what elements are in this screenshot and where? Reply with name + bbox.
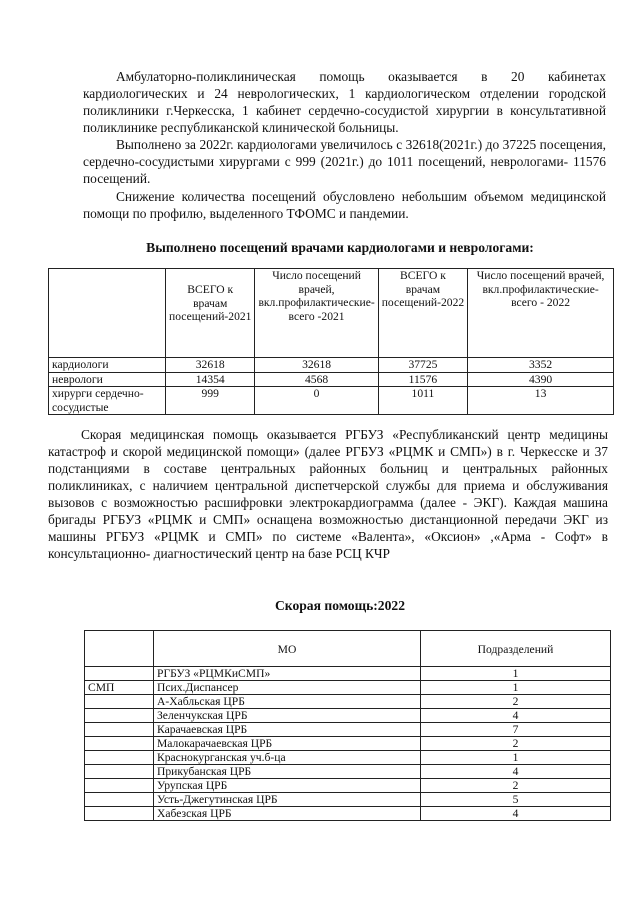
- header-cell: Подразделений: [421, 631, 611, 667]
- table-cell: А-Хабльская ЦРБ: [154, 695, 421, 709]
- table-cell: 1: [421, 667, 611, 681]
- table-cell: Карачаевская ЦРБ: [154, 723, 421, 737]
- cardio-neuro-visits-table: [48, 268, 614, 415]
- table-cell: 13: [468, 387, 614, 415]
- header-cell: ВСЕГО к врачам посещений-2022: [378, 269, 467, 358]
- table-cell: 4: [421, 765, 611, 779]
- table-row: [85, 681, 611, 695]
- table-row: [85, 807, 611, 821]
- table-cell: 2: [421, 737, 611, 751]
- table-cell: 32618: [166, 358, 255, 373]
- table-cell: [85, 709, 154, 723]
- header-cell: Число посещений врачей, вкл.профилактические-всего -2021: [255, 269, 378, 358]
- header-cell: ВСЕГО к врачам посещений-2021: [166, 269, 255, 358]
- table-cell: [85, 695, 154, 709]
- table-cell: 2: [421, 695, 611, 709]
- table-cell: Малокарачаевская ЦРБ: [154, 737, 421, 751]
- header-cell: МО: [154, 631, 421, 667]
- table-cell: неврологи: [49, 372, 166, 387]
- table-cell: Прикубанская ЦРБ: [154, 765, 421, 779]
- table-row: [85, 667, 611, 681]
- table-cell: [85, 793, 154, 807]
- table-header-row: [49, 269, 614, 358]
- table-cell: 4390: [468, 372, 614, 387]
- table-row: [85, 765, 611, 779]
- header-cell: [49, 269, 166, 358]
- table-cell: 2: [421, 779, 611, 793]
- table-cell: 0: [255, 387, 378, 415]
- table-cell: Хабезская ЦРБ: [154, 807, 421, 821]
- table-cell: 11576: [378, 372, 467, 387]
- table-row: [49, 372, 614, 387]
- table-cell: Урупская ЦРБ: [154, 779, 421, 793]
- table-row: [85, 709, 611, 723]
- table-cell: 5: [421, 793, 611, 807]
- table-cell: 1: [421, 751, 611, 765]
- paragraph-visits-2022: Выполнено за 2022г. кардиологами увеличилось с 32618(2021г.) до 37225 посещения, сердечно-сосудистыми хирургами с 999 (2021г.) до 1011 посещений, неврологами- 11576 посещений.: [83, 137, 606, 186]
- header-cell: [85, 631, 154, 667]
- table-cell: [85, 667, 154, 681]
- table-cell: 32618: [255, 358, 378, 373]
- group-label-cell: СМП: [85, 681, 154, 695]
- table-cell: 999: [166, 387, 255, 415]
- table-cell: [85, 723, 154, 737]
- table-cell: [85, 765, 154, 779]
- table-cell: [85, 807, 154, 821]
- ambulance-units-table: [84, 630, 611, 821]
- table-cell: 14354: [166, 372, 255, 387]
- table-cell: 1: [421, 681, 611, 695]
- table-cell: 4: [421, 709, 611, 723]
- table-row: [85, 695, 611, 709]
- table-row: [49, 358, 614, 373]
- header-cell: Число посещений врачей, вкл.профилактические-всего - 2022: [468, 269, 614, 358]
- table-cell: 3352: [468, 358, 614, 373]
- table-cell: хирурги сердечно-сосудистые: [49, 387, 166, 415]
- table-row: [85, 723, 611, 737]
- table-cell: [85, 779, 154, 793]
- table-row: [85, 779, 611, 793]
- table-row: [85, 793, 611, 807]
- table-cell: 4568: [255, 372, 378, 387]
- table-cell: Краснокурганская уч.б-ца: [154, 751, 421, 765]
- table-row: [85, 737, 611, 751]
- table-row: [49, 387, 614, 415]
- table-row: [85, 751, 611, 765]
- table-cell: 1011: [378, 387, 467, 415]
- table-cell: Усть-Джегутинская ЦРБ: [154, 793, 421, 807]
- table-cell: [85, 751, 154, 765]
- table-cell: Зеленчукская ЦРБ: [154, 709, 421, 723]
- table-cell: кардиологи: [49, 358, 166, 373]
- table-cell: 4: [421, 807, 611, 821]
- table-cell: [85, 737, 154, 751]
- paragraph-ambulance: Скорая медицинская помощь оказывается РГБУЗ «Республиканский центр медицины катастроф и скорой медицинской помощи» (далее РГБУЗ «РЦМК и СМП») в г. Черкесске и 37 подстанциями в составе центральных районных больниц и центральных районных поликлиниках, с наличием центральной диспетчерской службы для приема и обслуживания вызовов с возможностью расшифровки электрокардиограмма (далее - ЭКГ). Каждая машина бригады РГБУЗ «РЦМК и СМП» оснащена возможностью дистанционной передачи ЭКГ из машины РГБУЗ «РЦМК и СМП» по системе «Валента», «Оксион» ,«Арма - Софт» в консультационно- диагностический центр на базе РСЦ КЧР: [48, 427, 608, 561]
- table-cell: 37725: [378, 358, 467, 373]
- table-header-row: [85, 631, 611, 667]
- paragraph-outpatient: Амбулаторно-поликлиническая помощь оказывается в 20 кабинетах кардиологических и 24 неврологических, 1 кардиологическом отделении городской поликлиники г.Черкесска, 1 кабинет сердечно-сосудистой хирургии в консультативной поликлинике республиканской клинической больницы.: [83, 69, 606, 135]
- paragraph-decrease-reason: Снижение количества посещений обусловлено небольшим объемом медицинской помощи по профилю, выделенного ТФОМС и пандемии.: [83, 189, 606, 221]
- table-cell: 7: [421, 723, 611, 737]
- table-cell: Псих.Диспансер: [154, 681, 421, 695]
- table2-title: Скорая помощь:2022: [274, 598, 405, 613]
- table1-title: Выполнено посещений врачами кардиологами и неврологами:: [146, 240, 534, 255]
- table-cell: РГБУЗ «РЦМКиСМП»: [154, 667, 421, 681]
